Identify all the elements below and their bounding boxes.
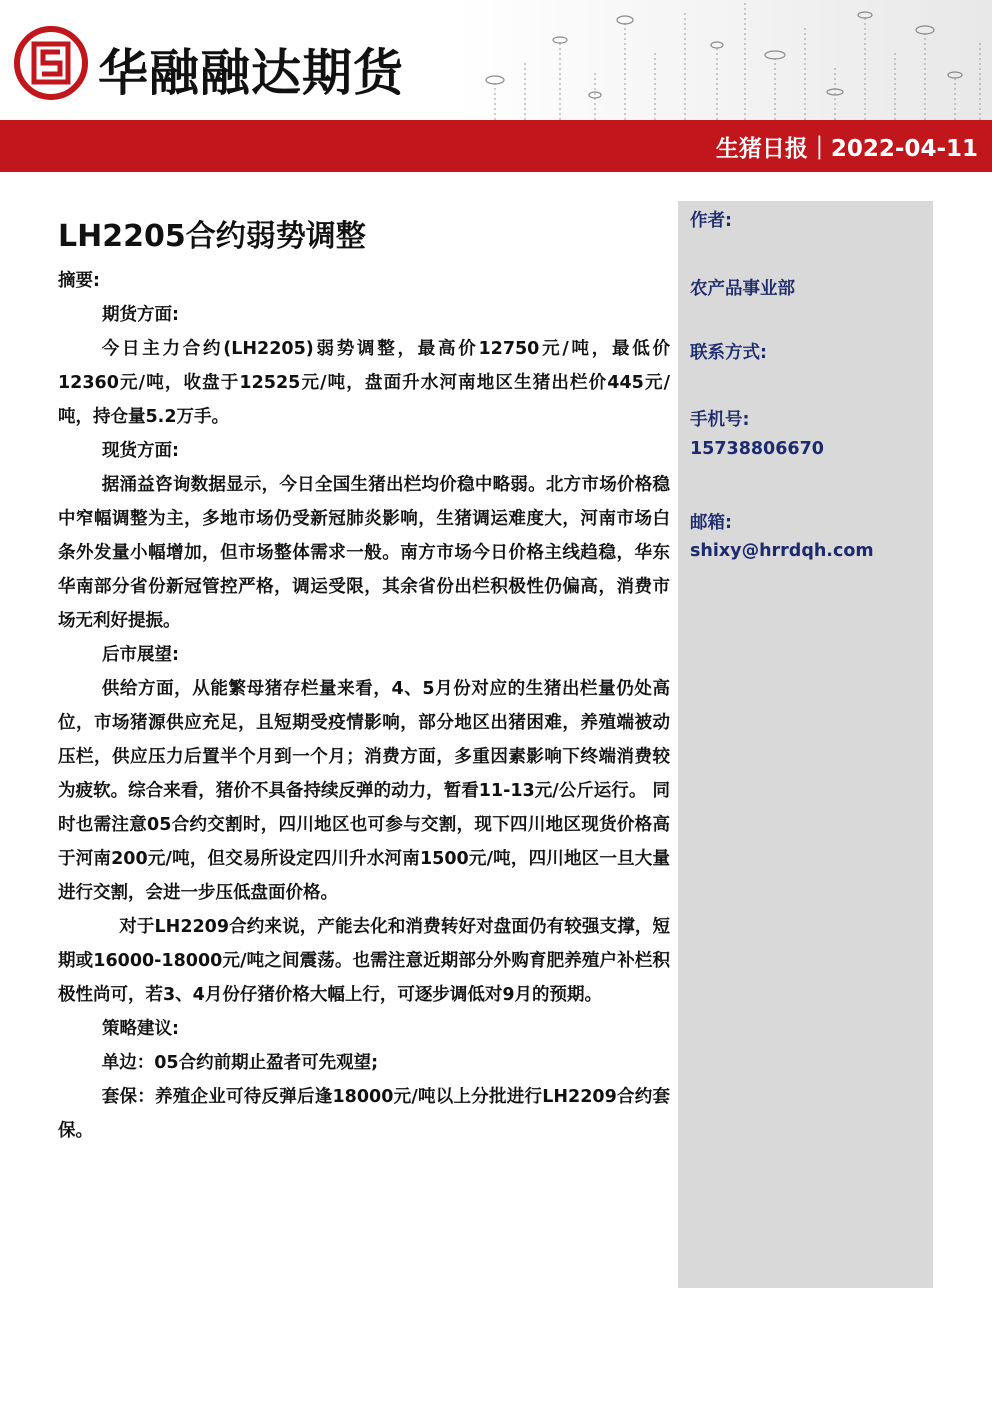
report-title: LH2205合约弱势调整 (58, 219, 366, 254)
contact-label: 联系方式: (690, 343, 767, 363)
company-logo-icon (14, 26, 88, 100)
outlook-paragraph: 对于LH2209合约来说，产能去化和消费转好对盘面仍有较强支撑，短期或16000-18000元/吨之间震荡。也需注意近期部分外购育肥养殖户补栏积极性尚可，若3、4月份仔猪价格大幅上行，可逐步调低对9月的预期。 (58, 917, 670, 1005)
report-header (0, 0, 992, 120)
report-body (58, 264, 670, 1148)
company-name: 华融融达期货 (98, 44, 404, 102)
email-label: 邮箱: (690, 513, 732, 533)
outlook-paragraph: 供给方面，从能繁母猪存栏量来看，4、5月份对应的生猪出栏量仍处高位，市场猪源供应充足，且短期受疫情影响，部分地区出猪困难，养殖端被动压栏，供应压力后置半个月到一个月；消费方面，多重因素影响下终端消费较为疲软。综合来看，猪价不具备持续反弹的动力，暂看11-13元/公斤运行。 同时也需注意05合约交割时，四川地区也可参与交割，现下四川地区现货价格高于河南200元/吨，但交易所设定四川升水河南1500元/吨，四川地区一旦大量进行交割，会进一步压低盘面价格。 (58, 679, 670, 903)
strategy-unilateral: 单边：05合约前期止盈者可先观望; (101, 1053, 379, 1073)
phone-number[interactable]: 15738806670 (690, 439, 824, 459)
author-sidebar (678, 201, 933, 1288)
section-heading-outlook: 后市展望: (102, 645, 179, 665)
report-type-date: 生猪日报｜2022-04-11 (715, 136, 978, 162)
header-decoration (455, 0, 992, 120)
author-label: 作者: (690, 211, 732, 231)
author-department: 农产品事业部 (690, 279, 795, 299)
email-address[interactable]: shixy@hrrdqh.com (690, 541, 874, 561)
section-heading-futures: 期货方面: (102, 305, 179, 325)
phone-label: 手机号: (690, 410, 750, 430)
section-heading-strategy: 策略建议: (102, 1019, 179, 1039)
spot-paragraph: 据涌益咨询数据显示，今日全国生猪出栏均价稳中略弱。北方市场价格稳中窄幅调整为主，多地市场仍受新冠肺炎影响，生猪调运难度大，河南市场白条外发量小幅增加，但市场整体需求一般。南方市场今日价格主线趋稳，华东华南部分省份新冠管控严格，调运受限，其余省份出栏积极性仍偏高，消费市场无利好提振。 (58, 475, 670, 631)
summary-label: 摘要: (58, 271, 100, 291)
futures-paragraph: 今日主力合约(LH2205)弱势调整，最高价12750元/吨，最低价12360元/吨，收盘于12525元/吨，盘面升水河南地区生猪出栏价445元/吨，持仓量5.2万手。 (58, 339, 670, 427)
section-heading-spot: 现货方面: (102, 441, 179, 461)
strategy-hedging: 套保：养殖企业可待反弹后逢18000元/吨以上分批进行LH2209合约套保。 (58, 1087, 670, 1141)
